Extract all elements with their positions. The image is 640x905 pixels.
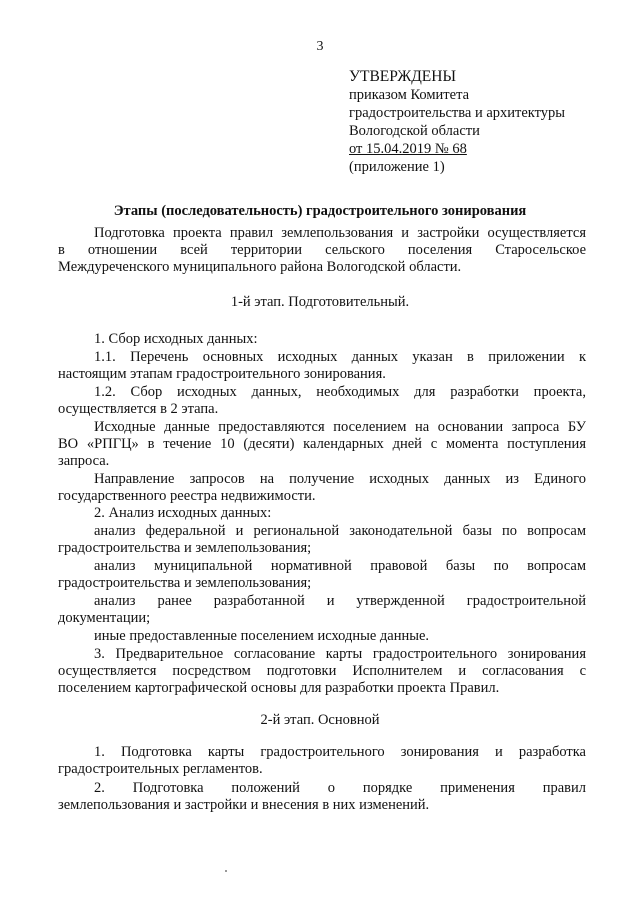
text-line: ВО «РПГЦ» в течение 10 (десяти) календарных дней с момента поступления (58, 436, 586, 452)
text-line: настоящим этапам градостроительного зонирования. (58, 366, 386, 382)
text-line: Междуреченского муниципального района Вологодской области. (58, 259, 462, 275)
text-line: анализ муниципальной нормативной правовой базы по вопросам (94, 558, 586, 574)
intro-paragraph (58, 225, 586, 276)
stage-1-content (58, 331, 586, 697)
text-line: осуществляется посредством подготовки Исполнителем и согласования с (58, 663, 586, 679)
approval-order-number: от 15.04.2019 № 68 (349, 141, 467, 157)
scan-speck (225, 870, 227, 872)
text-line: Исходные данные предоставляются поселением на основании запроса БУ (94, 419, 586, 435)
approval-stamp (349, 68, 565, 176)
text-line: градостроительных регламентов. (58, 761, 263, 777)
approval-heading: УТВЕРЖДЕНЫ (349, 68, 456, 85)
text-line: поселением картографической основы для разработки проекта Правил. (58, 680, 500, 696)
approval-line: градостроительства и архитектуры (349, 105, 566, 121)
text-line: Направление запросов на получение исходных данных из Единого (94, 471, 586, 487)
text-line: анализ федеральной и региональной законодательной базы по вопросам (94, 523, 586, 539)
text-line: запроса. (58, 453, 110, 469)
text-line: 1. Подготовка карты градостроительного зонирования и разработка (94, 744, 586, 760)
text-line: градостроительства и землепользования; (58, 575, 312, 591)
text-line: 2. Подготовка положений о порядке применения правил (94, 780, 586, 796)
text-line: иные предоставленные поселением исходные данные. (94, 628, 430, 644)
text-line: землепользования и застройки и внесения в них изменений. (58, 797, 430, 813)
text-line: анализ ранее разработанной и утвержденной градостроительной (94, 593, 586, 609)
approval-line: Вологодской области (349, 123, 480, 139)
page-number: 3 (316, 39, 324, 54)
stage-heading: 2-й этап. Основной (260, 712, 380, 728)
stage-heading: 1-й этап. Подготовительный. (230, 294, 410, 310)
approval-line: (приложение 1) (349, 159, 445, 175)
stage-2-content (58, 744, 586, 814)
text-line: Подготовка проекта правил землепользования и застройки осуществляется (94, 225, 586, 241)
text-line: осуществляется в 2 этапа. (58, 401, 219, 417)
list-item: 1. Сбор исходных данных: (94, 331, 258, 347)
list-item: 2. Анализ исходных данных: (94, 505, 272, 521)
text-line: 1.2. Сбор исходных данных, необходимых для разработки проекта, (94, 384, 586, 400)
document-title: Этапы (последовательность) градостроительного зонирования (113, 203, 527, 219)
text-line: 1.1. Перечень основных исходных данных указан в приложении к (94, 349, 586, 365)
text-line: в отношении всей территории сельского поселения Старосельское (58, 242, 586, 258)
text-line: государственного реестра недвижимости. (58, 488, 316, 504)
text-line: 3. Предварительное согласование карты градостроительного зонирования (94, 646, 586, 662)
text-line: документации; (58, 610, 151, 626)
text-line: градостроительства и землепользования; (58, 540, 312, 556)
approval-line: приказом Комитета (349, 87, 470, 103)
